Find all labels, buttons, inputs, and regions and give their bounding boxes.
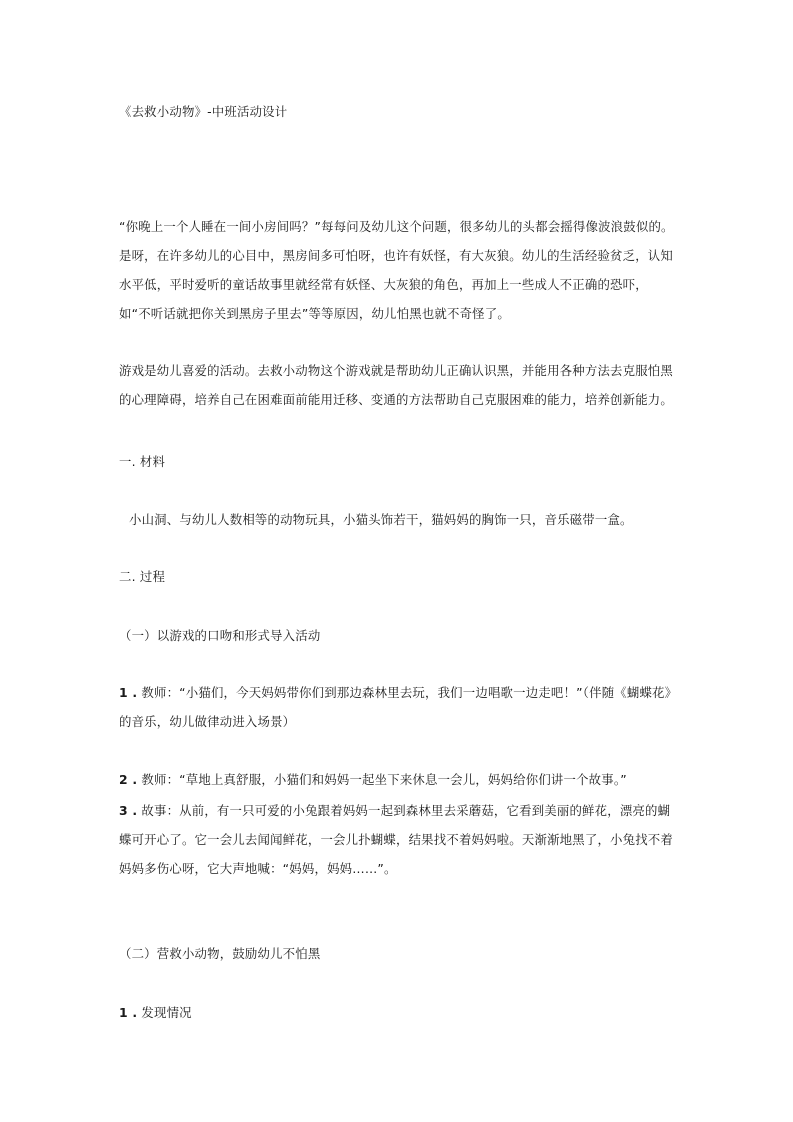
section-materials-heading: 一. 材料 <box>119 454 166 469</box>
list-item-text: 发现情况 <box>137 1005 192 1020</box>
list-item <box>119 765 679 794</box>
subsection-rescue-heading: （二）营救小动物，鼓励幼儿不怕黑 <box>119 946 321 961</box>
list-item-text: 教师：“小猫们，今天妈妈带你们到那边森林里去玩，我们一边唱歌一边走吧！”（伴随《蝴蝶花》的音乐，幼儿做律动进入场景） <box>119 685 678 729</box>
list-item-number: 2 . <box>119 772 138 787</box>
section-process-heading: 二. 过程 <box>119 569 166 584</box>
list-item-number: 1 . <box>119 685 138 700</box>
subsection-intro-heading: （一）以游戏的口吻和形式导入活动 <box>119 628 321 643</box>
list-item-text: 故事：从前，有一只可爱的小兔跟着妈妈一起到森林里去采蘑菇，它看到美丽的鲜花，漂亮的蝴蝶可开心了。它一会儿去闻闻鲜花，一会儿扑蝴蝶，结果找不着妈妈啦。天渐渐地黑了，小兔找不着妈妈多伤心呀，它大声地喊：“妈妈，妈妈……”。 <box>119 803 673 876</box>
game-description-paragraph: 游戏是幼儿喜爱的活动。去救小动物这个游戏就是帮助幼儿正确认识黑，并能用各种方法去克服怕黑的心理障碍，培养自己在困难面前能用迁移、变通的方法帮助自己克服困难的能力，培养创新能力。 <box>119 363 673 407</box>
materials-paragraph: 小山洞、与幼儿人数相等的动物玩具，小猫头饰若干，猫妈妈的胸饰一只，音乐磁带一盒。 <box>129 512 633 527</box>
list-item-text: 教师：“草地上真舒服，小猫们和妈妈一起坐下来休息一会儿，妈妈给你们讲一个故事。” <box>137 772 627 787</box>
list-item-number: 1 . <box>119 1005 138 1020</box>
list-item-number: 3 . <box>119 803 138 818</box>
list-item <box>119 998 679 1027</box>
list-item <box>119 678 679 736</box>
list-item <box>119 796 679 883</box>
intro-paragraph: “你晚上一个人睡在一间小房间吗？”每每问及幼儿这个问题，很多幼儿的头都会摇得像波浪鼓似的。是呀，在许多幼儿的心目中，黑房间多可怕呀，也许有妖怪，有大灰狼。幼儿的生活经验贫乏，认知水平低，平时爱听的童话故事里就经常有妖怪、大灰狼的角色，再加上一些成人不正确的恐吓，如“不听话就把你关到黑房子里去”等等原因，幼儿怕黑也就不奇怪了。 <box>119 219 674 321</box>
document-title: 《去救小动物》-中班活动设计 <box>119 104 288 119</box>
